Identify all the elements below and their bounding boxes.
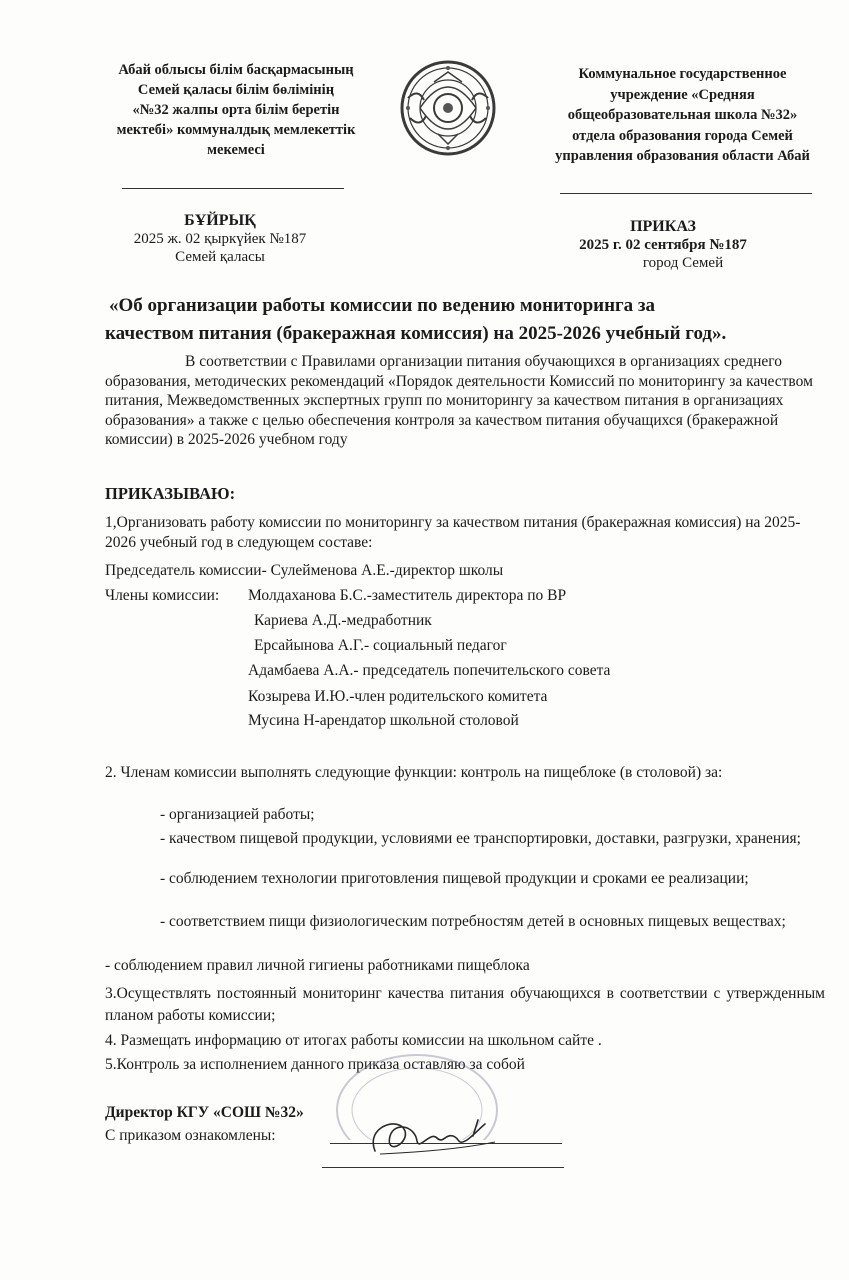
signature-line [322,1167,564,1168]
item-2: 2. Членам комиссии выполнять следующие функции: контроль на пищеблоке (в столовой) за: [105,764,723,781]
function-item: - организацией работы; [160,806,315,823]
member-item: Адамбаева А.А.- председатель попечительского совета [248,662,611,679]
header-kz-line: мекемесі [207,142,265,158]
preamble [105,352,825,450]
header-kz-line: Абай облысы білім басқармасының [118,62,354,78]
document-title [105,292,817,348]
function-item: - соответствием пищи физиологическим потребностям детей в основных пищевых веществах; [160,913,786,930]
state-emblem-icon [398,58,498,158]
member-item: Козырева И.Ю.-член родительского комитета [248,688,548,705]
order-kz-title: БҰЙРЫҚ [184,212,256,229]
header-kz-rule [122,188,344,189]
member-item: Ерсайынова А.Г.- социальный педагог [254,637,507,654]
acquainted-note: С приказом ознакомлены: [105,1127,276,1144]
order-ru-city: город Семей [642,255,724,271]
header-ru-rule [560,193,812,194]
header-kz-line: мектебі» коммуналдық мемлекеттік [116,122,356,138]
header-ru-line: учреждение «Средняя [610,86,755,103]
preamble-text: В соответствии с Правилами организации питания обучающихся в организациях среднего образования, методических рекомендаций «Порядок деятельности Комиссий по мониторингу за качеством питания, Межведомственных экспертных групп по мониторингу за качеством питания в организациях образования» а также с целью обеспечения контроля за качеством питания обучащихся (бракеражной комиссии) в 2025-2026 учебном году [105,353,813,448]
item-5: 5.Контроль за исполнением данного приказа оставляю за собой [105,1056,525,1073]
order-word: ПРИКАЗЫВАЮ: [105,484,236,503]
item-3: 3.Осуществлять постоянный мониторинг качества питания обучающихся в соответствии с утвержденным планом работы комиссии; [105,985,825,1024]
member-item: Мусина Н-арендатор школьной столовой [248,712,519,729]
order-kz-block [100,212,340,266]
handwritten-signature-icon [345,1106,525,1166]
order-ru-title: ПРИКАЗ [630,218,696,235]
header-ru-line: Коммунальное государственное [578,66,787,82]
header-ru-line: отдела образования города Семей [572,127,793,144]
header-ru [530,64,835,167]
header-kz-line: Семей қаласы білім бөлімінің [137,82,335,98]
commission-chair: Председатель комиссии- Сулейменова А.Е.-директор школы [105,562,504,579]
document-title-line: «Об организации работы комиссии по ведению мониторинга за [109,295,656,316]
member-item: Кариева А.Д.-медработник [254,612,432,629]
member-item: Молдаханова Б.С.-заместитель директора по ВР [248,587,567,604]
item-4: 4. Размещать информацию от итогах работы комиссии на школьном сайте . [105,1032,602,1049]
function-item: - соблюдением технологии приготовления пищевой продукции и сроками ее реализации; [160,870,749,887]
order-ru-date: 2025 г. 02 сентября №187 [579,237,747,253]
function-item: - качеством пищевой продукции, условиями ее транспортировки, доставки, разгрузки, хранения; [160,830,801,847]
header-ru-line: управления образования области Абай [555,148,810,164]
function-item: - соблюдением правил личной гигиены работниками пищеблока [105,957,530,974]
item-1: 1,Организовать работу комиссии по мониторингу за качеством питания (бракеражная комиссия) на 2025-2026 учебный год в следующем составе: [105,514,801,551]
order-kz-city: Семей қаласы [175,249,265,265]
director-title: Директор КГУ «СОШ №32» [105,1104,304,1121]
document-title-line: качеством питания (бракеражная комиссия) на 2025-2026 учебный год». [105,323,727,344]
order-kz-date: 2025 ж. 02 қыркүйек №187 [133,231,307,247]
members-label: Члены комиссии: [105,587,220,604]
order-ru-block [548,218,778,272]
header-ru-line: общеобразовательная школа №32» [567,107,798,123]
header-kz-line: «№32 жалпы орта білім беретін [132,102,340,118]
header-kz [86,60,386,160]
